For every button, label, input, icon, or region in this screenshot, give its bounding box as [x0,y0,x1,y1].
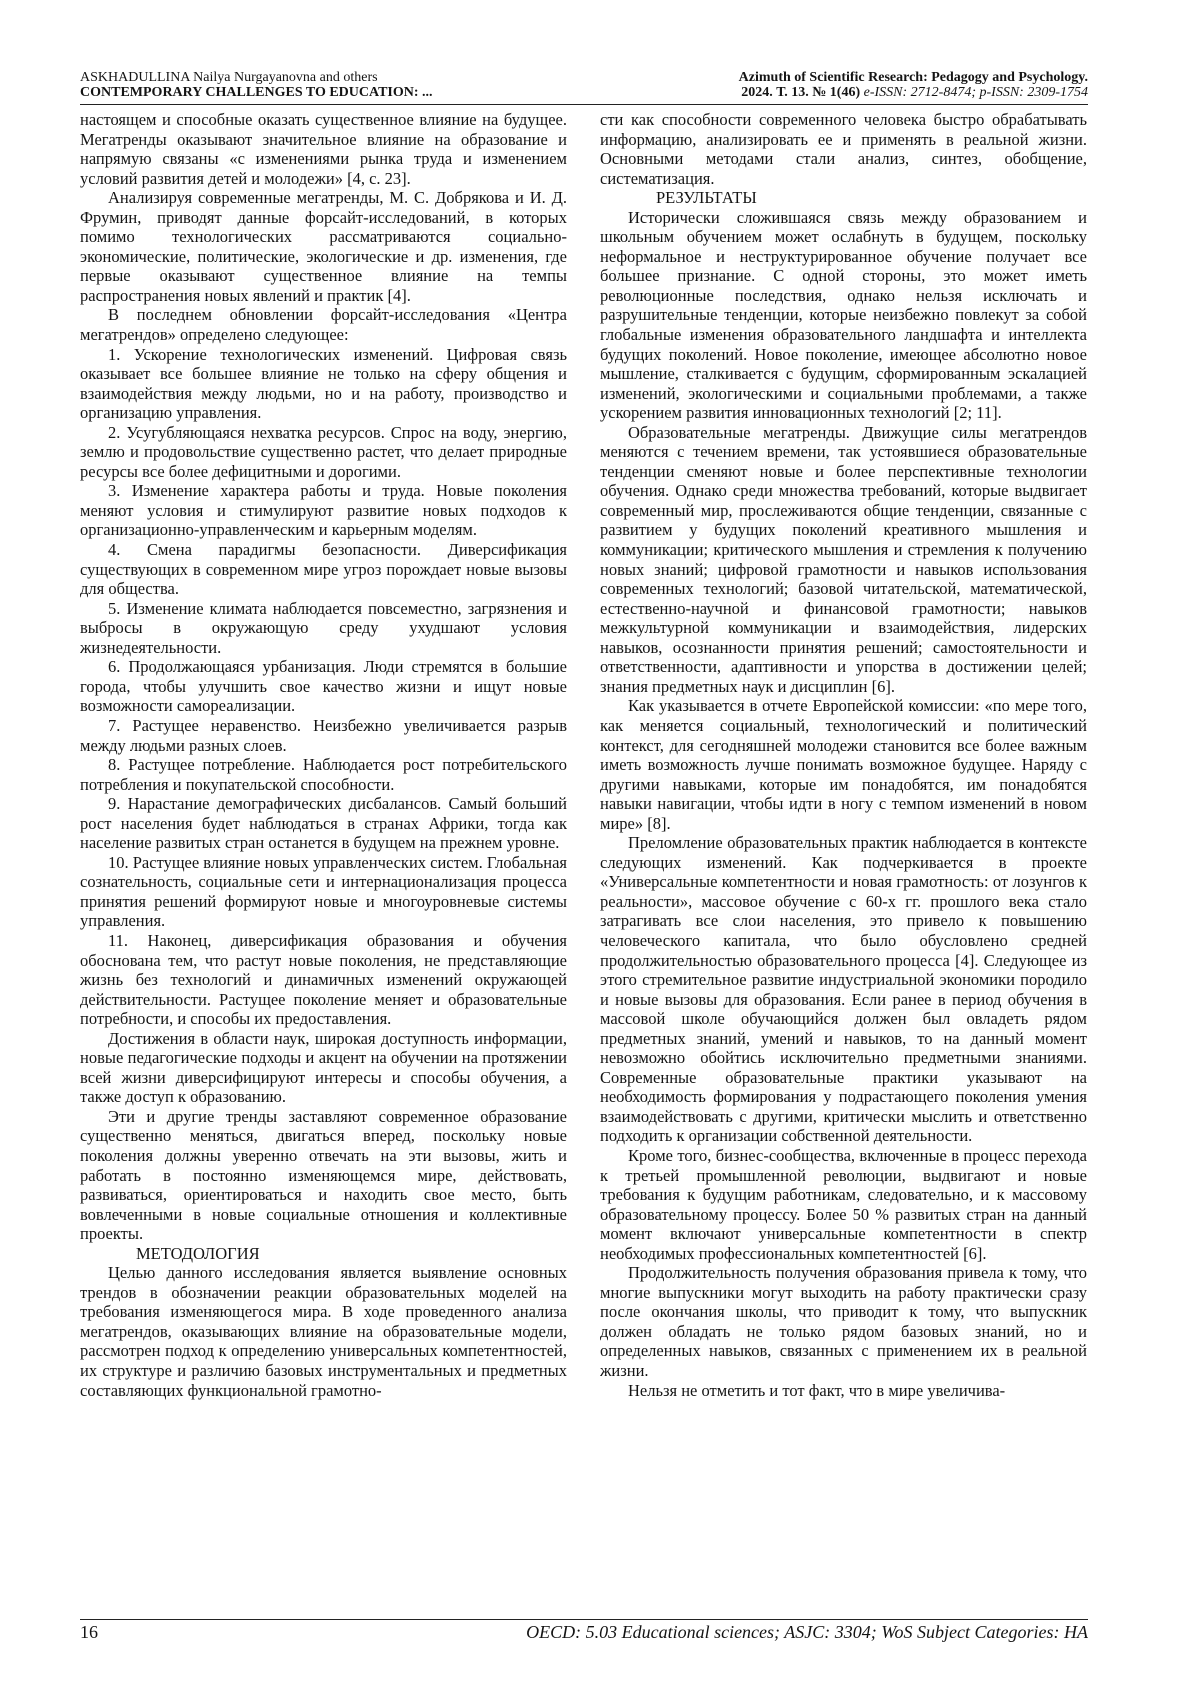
paragraph: Преломление образовательных практик наблюдается в контексте следующих изменений. Как подчеркивается в проекте «Универсальные компетентности и новая грамотность: от лозунгов к реальности», массовое обучение с 60-х гг. прошлого века стало затрагивать все слои населения, это привело к повышению человеческого капитала, что было обусловлено средней продолжительностью образовательного процесса [4]. Следующее из этого стремительное развитие индустриальной экономики породило и новые вызовы для образования. Если ранее в период обучения в массовой школе обучающийся должен был овладеть рядом предметных знаний, умений и навыков, то на данный момент невозможно обойтись исключительно предметными знаниями. Современные образовательные практики указывают на необходимость формирования у подрастающего поколения умения взаимодействовать с другими, критически мыслить и ответственно подходить к организации собственной деятельности. [600,833,1087,1146]
list-item: 5. Изменение климата наблюдается повсеместно, загрязнения и выбросы в окружающую среду ухудшают условия жизнедеятельности. [80,598,567,657]
list-item: 3. Изменение характера работы и труда. Новые поколения меняют условия и стимулируют развитие новых подходов к организационно-управленческим и карьерным моделям. [80,481,567,540]
paragraph: Исторически сложившаяся связь между образованием и школьным обучением может ослабнуть в будущем, поскольку неформальное и неструктурированное обучение получает все большее признание. С одной стороны, это может иметь революционные последствия, однако нельзя исключать и разрушительные тенденции, которые неизбежно повлекут за собой глобальные изменения образовательного ландшафта и интеллекта будущих поколений. Новое поколение, имеющее абсолютно новое мышление, сталкивается с будущим, сформированным эскалацией изменений, экологическими и социальными проблемами, а также ускорением развития инновационных технологий [2; 11]. [600,207,1087,423]
paragraph: В последнем обновлении форсайт-исследования «Центра мегатрендов» определено следующее: [80,305,567,345]
list-item: 10. Растущее влияние новых управленческих систем. Глобальная сознательность, социальные сети и интернационализация процесса принятия решений формируют новые и многоуровневые системы управления. [80,852,567,931]
list-item: 7. Растущее неравенство. Неизбежно увеличивается разрыв между людьми разных слоев. [80,715,567,755]
header-issn: e-ISSN: 2712-8474; p-ISSN: 2309-1754 [860,85,1088,100]
list-item: 2. Усугубляющаяся нехватка ресурсов. Спрос на воду, энергию, землю и продовольствие существенно растет, что делает природные ресурсы все более дефицитными и дорогими. [80,422,567,481]
running-header-left [80,70,540,100]
footer-classification: OECD: 5.03 Educational sciences; ASJC: 3304; WoS Subject Categories: HA [526,1622,1088,1642]
paragraph: Кроме того, бизнес-сообщества, включенные в процесс перехода к третьей промышленной революции, выдвигают и новые требования к будущим работникам, следовательно, и к массовому образовательному процессу. Более 50 % развитых стран на данный момент включают универсальные компетентности в спектр необходимых профессиональных компетентностей [6]. [600,1145,1087,1263]
section-heading-methodology: МЕТОДОЛОГИЯ [136,1243,260,1263]
list-item: 6. Продолжающаяся урбанизация. Люди стремятся в большие города, чтобы улучшить свое качество жизни и ищут новые возможности самореализации. [80,657,567,716]
list-item: 4. Смена парадигмы безопасности. Диверсификация существующих в современном мире угроз порождает новые вызовы для общества. [80,540,567,599]
list-item: 9. Нарастание демографических дисбалансов. Самый больший рост населения будет наблюдаться в странах Африки, тогда как население развитых стран останется в будущем на прежнем уровне. [80,794,567,853]
header-article-title: CONTEMPORARY CHALLENGES TO EDUCATION: ... [80,85,433,100]
left-column [80,110,567,1617]
paragraph: сти как способности современного человека быстро обрабатывать информацию, анализировать ее и применять в реальной жизни. Основными методами стали анализ, синтез, обобщение, систематизация. [600,110,1087,188]
paragraph: настоящем и способные оказать существенное влияние на будущее. Мегатренды оказывают значительное влияние на образование и напрямую связаны «с изменениями рынка труда и изменением условий развития детей и молодежи» [4, с. 23]. [80,110,567,188]
header-rule [80,104,1088,105]
list-item: 8. Растущее потребление. Наблюдается рост потребительского потребления и покупательской способности. [80,755,567,794]
paragraph: Как указывается в отчете Европейской комиссии: «по мере того, как меняется социальный, технологический и политический контекст, для сегодняшней молодежи становится все более важным иметь возможность лучше понимать возможное будущее. Наряду с другими навыками, которые им понадобятся, им понадобятся навыки навигации, чтобы идти в ногу с темпом изменений в новом мире» [8]. [600,696,1087,833]
header-volume: 2024. Т. 13. № 1(46) [741,85,861,100]
paragraph: Нельзя не отметить и тот факт, что в мире увеличива- [628,1380,1006,1400]
paragraph: Образовательные мегатренды. Движущие силы мегатрендов меняются с течением времени, так устоявшиеся образовательные тенденции сменяют новые и более перспективные технологии обучения. Однако среди множества требований, которые выдвигает современный мир, прослеживаются общие тенденции, связанные с развитием у будущих поколений креативного мышления и коммуникации; критического мышления и стремления к получению новых знаний; цифровой грамотности и навыков использования современных технологий; базовой читательской, математической, естественно-научной и финансовой грамотности; навыков межкультурной коммуникации и взаимодействия, лидерских навыков, осознанности принятия решений; самостоятельности и ответственности, адаптивности и упорства в достижении целей; знания предметных наук и дисциплин [6]. [600,422,1087,696]
paragraph: Эти и другие тренды заставляют современное образование существенно меняться, двигаться вперед, поскольку новые поколения должны уверенно отвечать на эти вызовы, жить и работать в постоянно изменяющемся мире, действовать, развиваться, ориентироваться и находить свое место, быть вовлеченными в новые социальные отношения и коллективные проекты. [80,1106,567,1244]
right-column [600,110,1087,1617]
paragraph: Достижения в области наук, широкая доступность информации, новые педагогические подходы и акцент на обучении на протяжении всей жизни диверсифицируют интересы и способы обучения, а также доступ к образованию. [80,1028,567,1107]
paragraph: Продолжительность получения образования привела к тому, что многие выпускники могут выходить на работу практически сразу после окончания школы, что приводит к тому, что выпускник должен обладать не только рядом базовых знаний, но и определенных навыков, связанных с применением их в реальной жизни. [600,1263,1087,1380]
page-number: 16 [80,1622,98,1642]
header-author: ASKHADULLINA Nailya Nurgayanovna and others [80,70,378,85]
paragraph: Целью данного исследования является выявление основных трендов в обозначении реакции образовательных моделей на требования изменяющегося мира. В ходе проведенного анализа мегатрендов, оказывающих влияние на образовательные модели, рассмотрен подход к определению универсальных компетентностей, их структуре и различию базовых инструментальных и предметных составляющих функциональной грамотно- [80,1263,567,1400]
section-heading-results: РЕЗУЛЬТАТЫ [656,188,757,208]
paragraph: Анализируя современные мегатренды, М. С. Добрякова и И. Д. Фрумин, приводят данные форсайт-исследований, в которых помимо технологических рассматриваются социально-экономические, политические, экологические и др. изменения, где первые оказывают существенное влияние на темпы распространения новых явлений и практик [4]. [80,188,567,305]
footer-rule [80,1619,1088,1620]
header-journal: Azimuth of Scientific Research: Pedagogy and Psychology. [738,70,1088,85]
list-item: 1. Ускорение технологических изменений. Цифровая связь оказывает все большее влияние не только на сферу общения и взаимодействия между людьми, но и на работу, производство и организацию управления. [80,344,567,423]
list-item: 11. Наконец, диверсификация образования и обучения обоснована тем, что растут новые поколения, не представляющие жизнь без технологий и динамичных изменений окружающей действительности. Растущее поколение меняет и образовательные потребности, и способы их предоставления. [80,930,567,1029]
running-header-right [608,70,1088,100]
header-volume-line [608,85,1088,100]
